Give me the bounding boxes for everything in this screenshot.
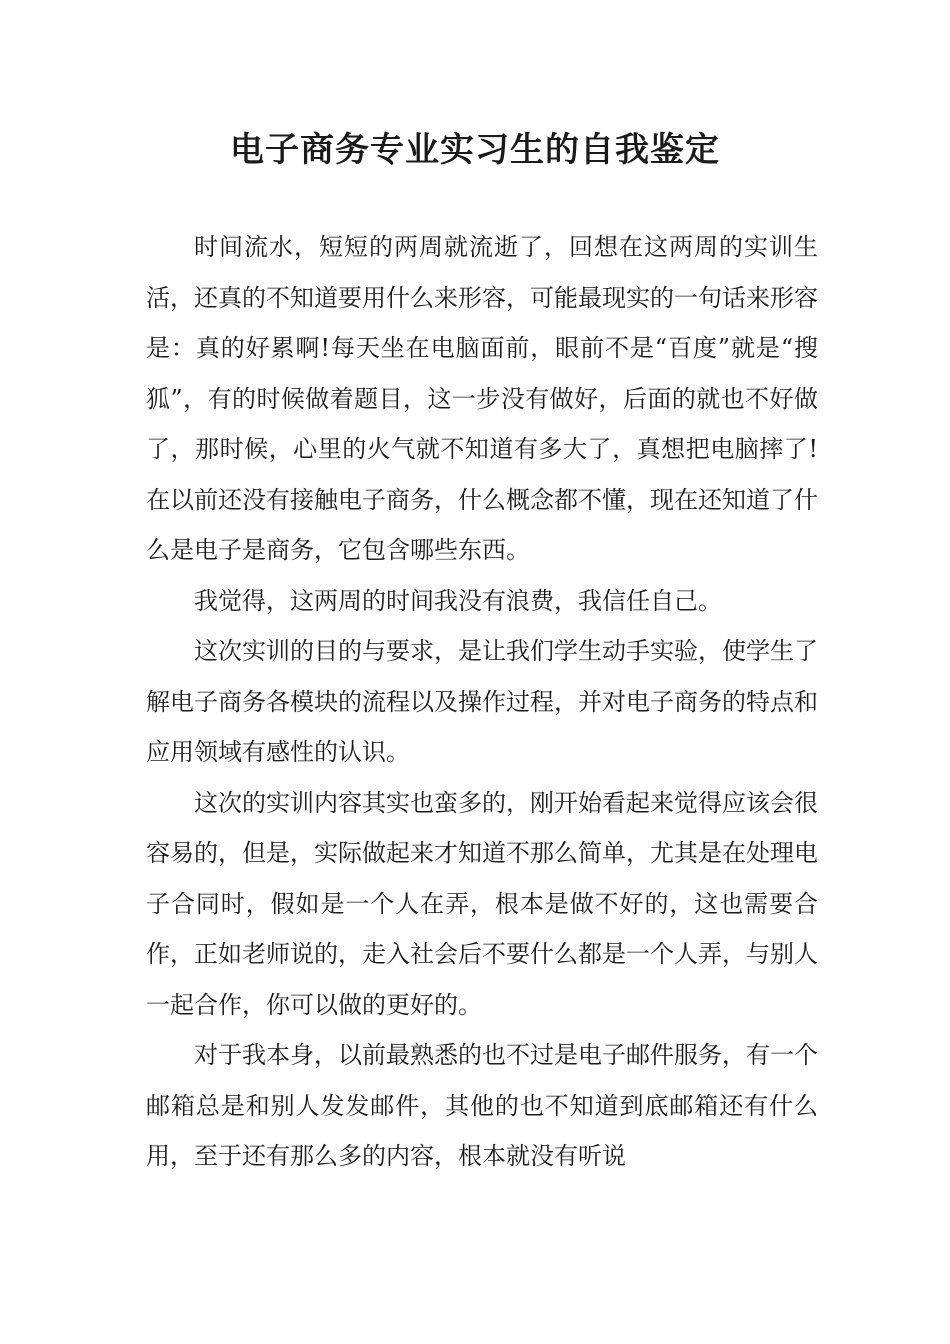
paragraph-2: 我觉得，这两周的时间我没有浪费，我信任自己。 xyxy=(194,586,722,615)
paragraph-5: 对于我本身，以前最熟悉的也不过是电子邮件服务，有一个邮箱总是和别人发发邮件，其他的也不知道到底邮箱还有什么用，至于还有那么多的内容，根本就没有听说 xyxy=(146,1041,818,1170)
paragraph-4: 这次的实训内容其实也蛮多的，刚开始看起来觉得应该会很容易的，但是，实际做起来才知道不那么简单，尤其是在处理电子合同时，假如是一个人在弄，根本是做不好的，这也需要合作，正如老师说的，走入社会后不要什么都是一个人弄，与别人一起合作，你可以做的更好的。 xyxy=(146,788,818,1019)
document-title: 电子商务专业实习生的自我鉴定 xyxy=(230,130,720,170)
paragraph-1: 时间流水，短短的两周就流逝了，回想在这两周的实训生活，还真的不知道要用什么来形容，可能最现实的一句话来形容是：真的好累啊!每天坐在电脑面前，眼前不是“百度”就是“搜狐”，有的时候做着题目，这一步没有做好，后面的就也不好做了，那时候，心里的火气就不知道有多大了，真想把电脑摔了!在以前还没有接触电子商务，什么概念都不懂，现在还知道了什么是电子是商务，它包含哪些东西。 xyxy=(146,233,818,564)
paragraph-3: 这次实训的目的与要求，是让我们学生动手实验，使学生了解电子商务各模块的流程以及操作过程，并对电子商务的特点和应用领域有感性的认识。 xyxy=(146,637,818,766)
document-body xyxy=(146,222,818,1182)
